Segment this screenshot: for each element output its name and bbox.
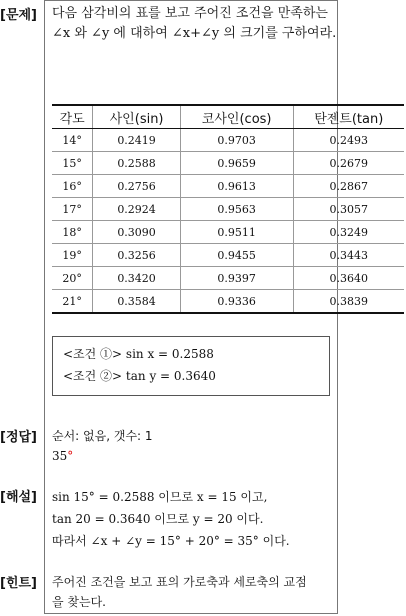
- header-tan: 탄젠트(tan): [293, 105, 404, 129]
- answer-value: [52, 446, 153, 466]
- table-row: [52, 244, 404, 267]
- angle-cell: 14°: [52, 129, 93, 152]
- header-cos: 코사인(cos): [180, 105, 293, 129]
- hint-line-1: 주어진 조건을 보고 표의 가로축과 세로축의 교점: [52, 575, 307, 589]
- sin-cell: 0.3090: [93, 221, 180, 244]
- hint-text: [52, 572, 307, 612]
- condition-box: [52, 336, 330, 396]
- answer-label: [정답]: [0, 430, 37, 445]
- sin-cell: 0.2924: [93, 198, 180, 221]
- cos-cell: 0.9563: [180, 198, 293, 221]
- cos-cell: 0.9511: [180, 221, 293, 244]
- sin-cell: 0.3420: [93, 267, 180, 290]
- answer-text: [52, 426, 153, 466]
- table-row: [52, 152, 404, 175]
- angle-cell: 16°: [52, 175, 93, 198]
- angle-cell: 21°: [52, 290, 93, 314]
- trig-table: [52, 104, 404, 314]
- table-row: [52, 267, 404, 290]
- cos-cell: 0.9703: [180, 129, 293, 152]
- explanation-text: [52, 486, 290, 552]
- problem-line-2: ∠x 와 ∠y 에 대하여 ∠x+∠y 의 크기를 구하여라.: [52, 26, 337, 41]
- sin-cell: 0.2756: [93, 175, 180, 198]
- header-angle: 각도: [52, 105, 93, 129]
- hint-line-2: 을 찾는다.: [52, 595, 106, 609]
- hint-label: [힌트]: [0, 576, 37, 591]
- table-row: [52, 129, 404, 152]
- explanation-label: [해설]: [0, 490, 37, 505]
- tan-cell: 0.2493: [293, 129, 404, 152]
- table-row: [52, 221, 404, 244]
- condition-1: <조건 ①> sin x = 0.2588: [63, 347, 214, 361]
- tan-cell: 0.3839: [293, 290, 404, 314]
- header-sin: 사인(sin): [93, 105, 180, 129]
- tan-cell: 0.3057: [293, 198, 404, 221]
- angle-cell: 19°: [52, 244, 93, 267]
- table-row: [52, 175, 404, 198]
- sin-cell: 0.3256: [93, 244, 180, 267]
- sin-cell: 0.2419: [93, 129, 180, 152]
- sin-cell: 0.2588: [93, 152, 180, 175]
- angle-cell: 17°: [52, 198, 93, 221]
- explanation-line-2: tan 20 = 0.3640 이므로 y = 20 이다.: [52, 512, 264, 526]
- answer-degree: °: [67, 449, 74, 463]
- tan-cell: 0.2867: [293, 175, 404, 198]
- problem-line-1: 다음 삼각비의 표를 보고 주어진 조건을 만족하는: [52, 6, 328, 21]
- angle-cell: 20°: [52, 267, 93, 290]
- table-header-row: [52, 105, 404, 129]
- cos-cell: 0.9455: [180, 244, 293, 267]
- tan-cell: 0.3640: [293, 267, 404, 290]
- answer-meta: 순서: 없음, 갯수: 1: [52, 429, 153, 443]
- cos-cell: 0.9613: [180, 175, 293, 198]
- tan-cell: 0.2679: [293, 152, 404, 175]
- angle-cell: 15°: [52, 152, 93, 175]
- table-row: [52, 290, 404, 314]
- problem-label: [문제]: [0, 8, 37, 23]
- sin-cell: 0.3584: [93, 290, 180, 314]
- explanation-line-1: sin 15° = 0.2588 이므로 x = 15 이고,: [52, 490, 268, 504]
- explanation-line-3: 따라서 ∠x + ∠y = 15° + 20° = 35° 이다.: [52, 534, 290, 548]
- tan-cell: 0.3249: [293, 221, 404, 244]
- cos-cell: 0.9397: [180, 267, 293, 290]
- cos-cell: 0.9659: [180, 152, 293, 175]
- angle-cell: 18°: [52, 221, 93, 244]
- answer-number: 35: [52, 449, 68, 463]
- tan-cell: 0.3443: [293, 244, 404, 267]
- cos-cell: 0.9336: [180, 290, 293, 314]
- condition-2: <조건 ②> tan y = 0.3640: [63, 369, 216, 383]
- problem-text: [52, 4, 336, 44]
- table-row: [52, 198, 404, 221]
